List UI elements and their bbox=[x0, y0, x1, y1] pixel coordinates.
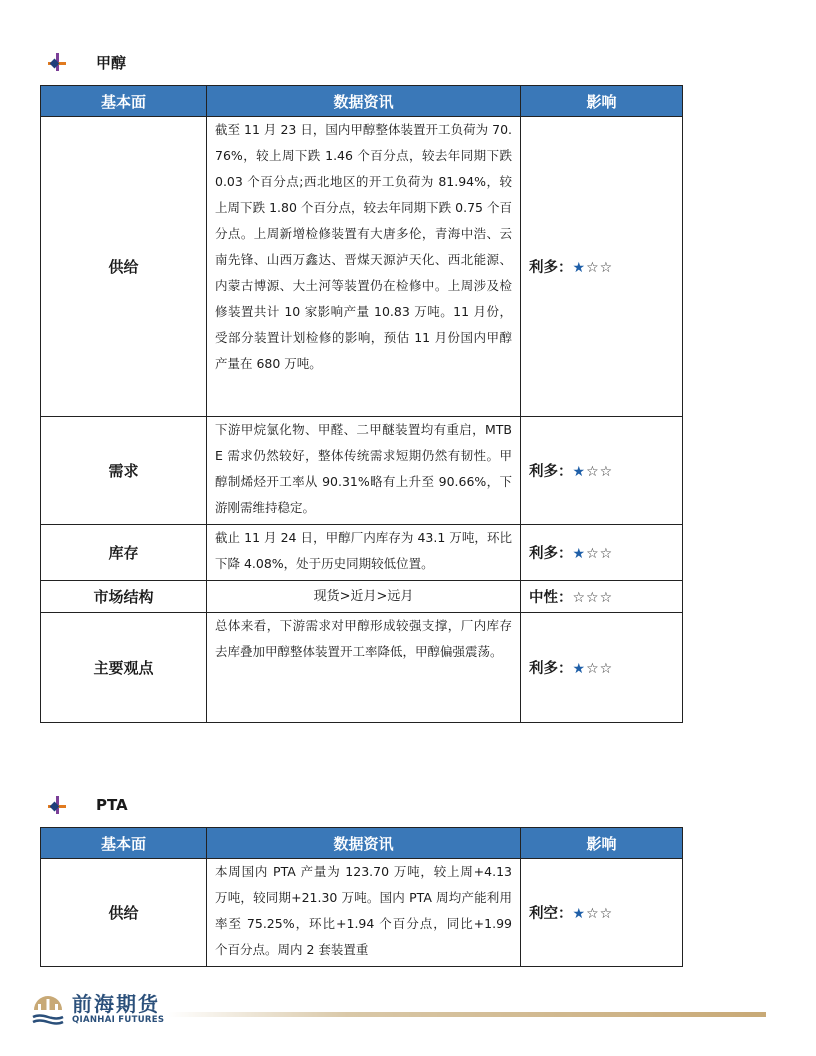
star-rating-icon: ★☆☆ bbox=[572, 546, 614, 562]
table-row bbox=[41, 613, 683, 723]
row-category: 主要观点 bbox=[41, 613, 207, 723]
table-row bbox=[41, 117, 683, 417]
star-rating-icon: ★☆☆ bbox=[572, 906, 614, 922]
company-logo bbox=[30, 990, 164, 1028]
section-title: 甲醇 bbox=[96, 53, 127, 72]
row-text: 现货>近月>远月 bbox=[207, 581, 521, 613]
star-rating-icon: ★☆☆ bbox=[572, 464, 614, 480]
impact-label: 利多： bbox=[529, 464, 573, 480]
table-row bbox=[41, 525, 683, 581]
table-row bbox=[41, 859, 683, 967]
section-heading-pta bbox=[48, 793, 128, 817]
table-header-row bbox=[41, 828, 683, 859]
section-title: PTA bbox=[96, 796, 128, 814]
logo-en: QIANHAI FUTURES bbox=[72, 1015, 165, 1025]
row-text: 截止 11 月 24 日，甲醇厂内库存为 43.1 万吨，环比下降 4.08%，处于历史同期较低位置。 bbox=[207, 525, 521, 581]
impact-label: 中性： bbox=[529, 590, 573, 606]
row-category: 需求 bbox=[41, 417, 207, 525]
bullet-icon bbox=[48, 796, 66, 814]
header-data: 数据资讯 bbox=[207, 828, 521, 859]
row-text: 截至 11 月 23 日，国内甲醇整体装置开工负荷为 70.76%，较上周下跌 1.46 个百分点，较去年同期下跌 0.03 个百分点;西北地区的开工负荷为 81.94%，较上周下跌 1.80 个百分点，较去年同期下跌 0.75 个百分点。上周新增检修装置有大唐多伦，青海中浩、云南先锋、山西万鑫达、晋煤天源泸天化、西北能源、内蒙古博源、大土河等装置仍在检修中。上周涉及检修装置共计 10 家影响产量 10.83 万吨。11 月份，受部分装置计划检修的影响，预估 11 月份国内甲醇产量在 680 万吨。 bbox=[207, 117, 521, 417]
row-category: 库存 bbox=[41, 525, 207, 581]
row-impact bbox=[521, 417, 683, 525]
header-impact: 影响 bbox=[521, 828, 683, 859]
impact-label: 利多： bbox=[529, 661, 573, 677]
star-rating-icon: ★☆☆ bbox=[572, 260, 614, 276]
impact-label: 利多： bbox=[529, 260, 573, 276]
star-rating-icon: ★☆☆ bbox=[572, 661, 614, 677]
table-row bbox=[41, 581, 683, 613]
header-basics: 基本面 bbox=[41, 828, 207, 859]
pta-table bbox=[40, 827, 683, 967]
methanol-table bbox=[40, 85, 683, 723]
row-impact bbox=[521, 859, 683, 967]
logo-cn: 前海期货 bbox=[72, 992, 160, 1016]
logo-text bbox=[72, 993, 164, 1025]
bullet-icon bbox=[48, 53, 66, 71]
row-impact bbox=[521, 117, 683, 417]
impact-label: 利多： bbox=[529, 546, 573, 562]
row-text: 总体来看，下游需求对甲醇形成较强支撑，厂内库存去库叠加甲醇整体装置开工率降低，甲醇偏强震荡。 bbox=[207, 613, 521, 723]
header-data: 数据资讯 bbox=[207, 86, 521, 117]
row-category: 供给 bbox=[41, 859, 207, 967]
row-category: 市场结构 bbox=[41, 581, 207, 613]
footer-divider bbox=[168, 1012, 766, 1017]
header-basics: 基本面 bbox=[41, 86, 207, 117]
table-header-row bbox=[41, 86, 683, 117]
row-impact bbox=[521, 581, 683, 613]
row-impact bbox=[521, 613, 683, 723]
section-heading-methanol bbox=[48, 50, 126, 74]
header-impact: 影响 bbox=[521, 86, 683, 117]
impact-label: 利空： bbox=[529, 906, 573, 922]
row-category: 供给 bbox=[41, 117, 207, 417]
row-text: 本周国内 PTA 产量为 123.70 万吨，较上周+4.13 万吨，较同期+21.30 万吨。国内 PTA 周均产能利用率至 75.25%，环比+1.94 个百分点，同比+1.99 个百分点。周内 2 套装置重 bbox=[207, 859, 521, 967]
logo-icon bbox=[30, 990, 66, 1028]
row-text: 下游甲烷氯化物、甲醛、二甲醚装置均有重启，MTBE 需求仍然较好，整体传统需求短期仍然有韧性。甲醇制烯烃开工率从 90.31%略有上升至 90.66%，下游刚需维持稳定。 bbox=[207, 417, 521, 525]
table-row bbox=[41, 417, 683, 525]
row-impact bbox=[521, 525, 683, 581]
star-rating-icon: ☆☆☆ bbox=[572, 590, 614, 606]
